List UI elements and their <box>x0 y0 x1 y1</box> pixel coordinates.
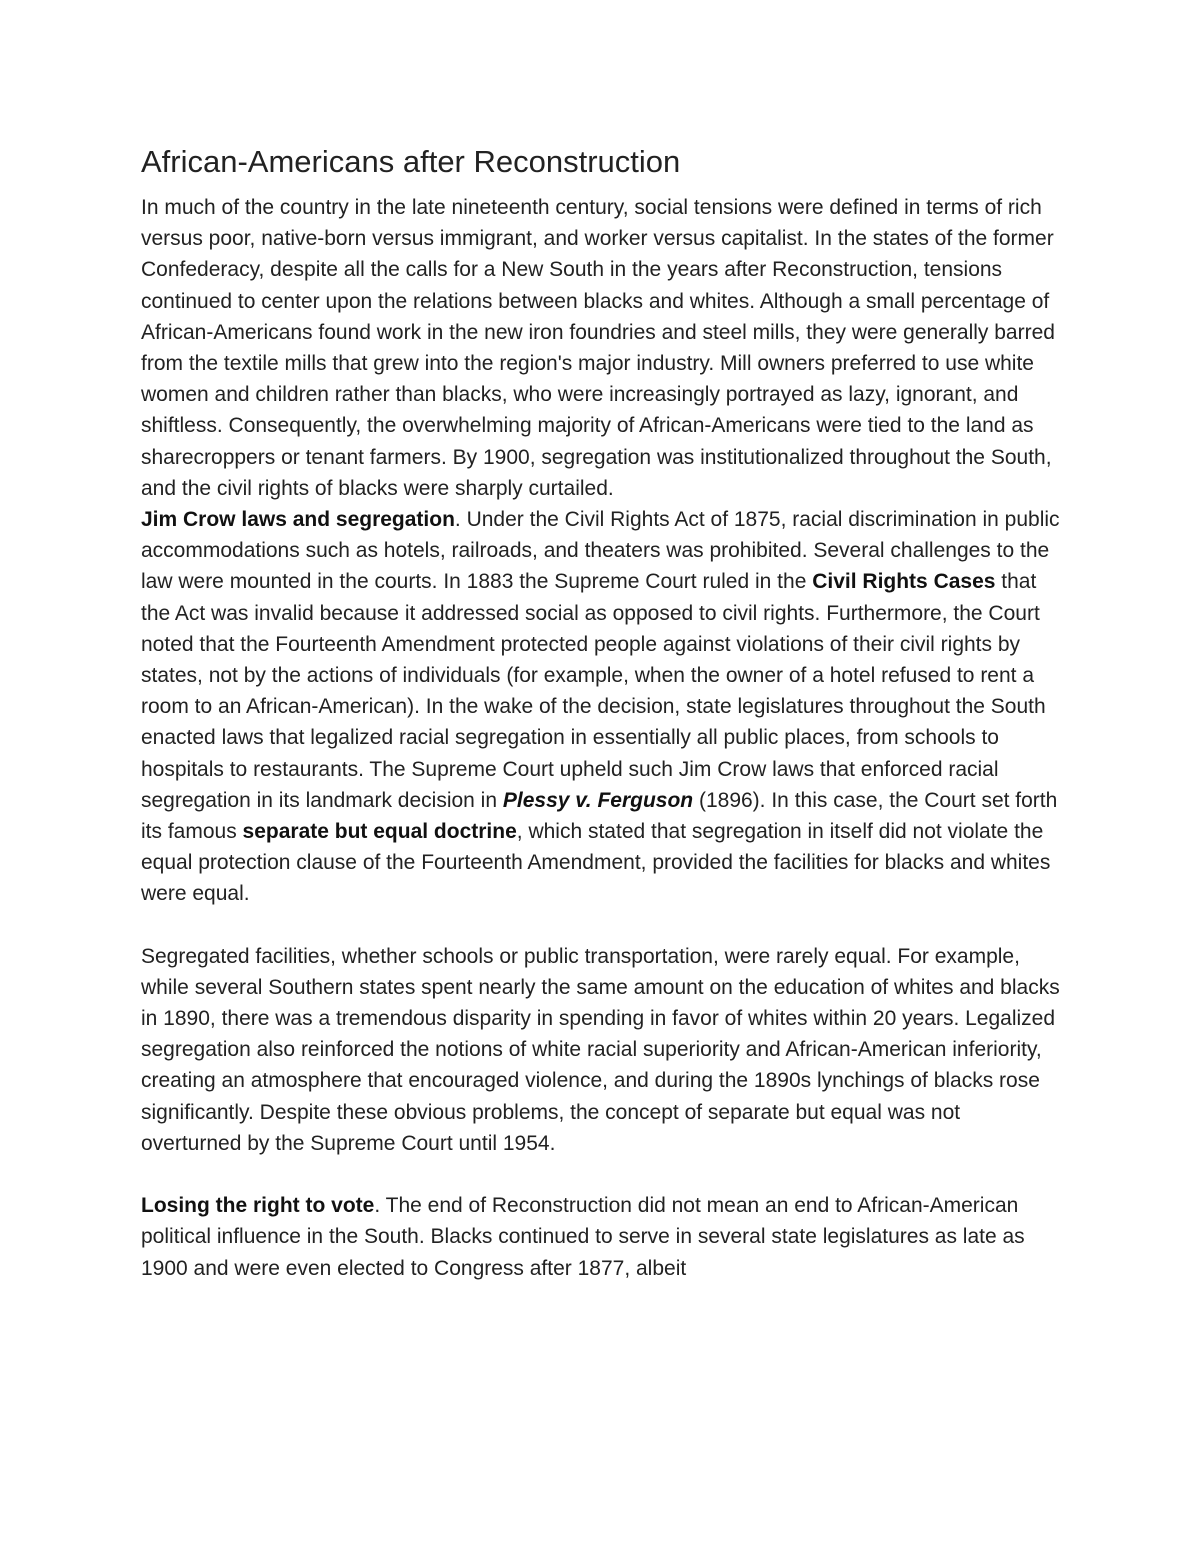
civil-rights-cases-term: Civil Rights Cases <box>812 570 996 594</box>
voting-paragraph <box>141 1190 1061 1284</box>
voting-text: . The end of Reconstruction did not mean an end to African-American political influence in the South. Blacks continued to serve in several state legislatures as late as 1900 and were even elected to Congress after 1877, albeit <box>141 1194 1025 1280</box>
paragraph-spacer <box>141 1159 1061 1190</box>
jim-crow-text-2: that the Act was invalid because it addressed social as opposed to civil rights. Furthermore, the Court noted that the Fourteenth Amendment protected people against violations of their civil rights by states, not by the actions of individuals (for example, when the owner of a hotel refused to rent a room to an African-American). In the wake of the decision, state legislatures throughout the South enacted laws that legalized racial segregation in essentially all public places, from schools to hospitals to restaurants. The Supreme Court upheld such Jim Crow laws that enforced racial segregation in its landmark decision in <box>141 570 1046 812</box>
jim-crow-text-1: . Under the Civil Rights Act of 1875, racial discrimination in public accommodations such as hotels, railroads, and theaters was prohibited. Several challenges to the law were mounted in the courts. In 1883 the Supreme Court ruled in the <box>141 508 1060 594</box>
segregated-facilities-paragraph: Segregated facilities, whether schools or public transportation, were rarely equal. For example, while several Southern states spent nearly the same amount on the education of whites and blacks in 1890, there was a tremendous disparity in spending in favor of whites within 20 years. Legalized segregation also reinforced the notions of white racial superiority and African-American inferiority, creating an atmosphere that encouraged violence, and during the 1890s lynchings of blacks rose significantly. Despite these obvious problems, the concept of separate but equal was not overturned by the Supreme Court until 1954. <box>141 944 1060 1155</box>
voting-heading: Losing the right to vote <box>141 1194 375 1218</box>
jim-crow-heading: Jim Crow laws and segregation <box>141 508 455 532</box>
jim-crow-text-3: (1896). In this case, the Court set forth its famous <box>141 788 1058 844</box>
document-title: African-Americans after Reconstruction <box>141 144 681 179</box>
plessy-case-name: Plessy v. Ferguson <box>502 788 694 812</box>
jim-crow-text-4: , which stated that segregation in itself did not violate the equal protection clause of the Fourteenth Amendment, provided the facilities for blacks and whites were equal. <box>141 820 1051 906</box>
separate-but-equal-term: separate but equal doctrine <box>242 820 517 844</box>
intro-paragraph: In much of the country in the late nineteenth century, social tensions were defined in terms of rich versus poor, native-born versus immigrant, and worker versus capitalist. In the states of the former Confederacy, despite all the calls for a New South in the years after Reconstruction, tensions continued to center upon the relations between blacks and whites. Although a small percentage of African-Americans found work in the new iron foundries and steel mills, they were generally barred from the textile mills that grew into the region's major industry. Mill owners preferred to use white women and children rather than blacks, who were increasingly portrayed as lazy, ignorant, and shiftless. Consequently, the overwhelming majority of African-Americans were tied to the land as sharecroppers or tenant farmers. By 1900, segregation was institutionalized throughout the South, and the civil rights of blacks were sharply curtailed. <box>141 196 1055 500</box>
paragraph-spacer <box>141 910 1061 941</box>
jim-crow-paragraph <box>141 504 1061 910</box>
document-page <box>141 140 1061 1284</box>
